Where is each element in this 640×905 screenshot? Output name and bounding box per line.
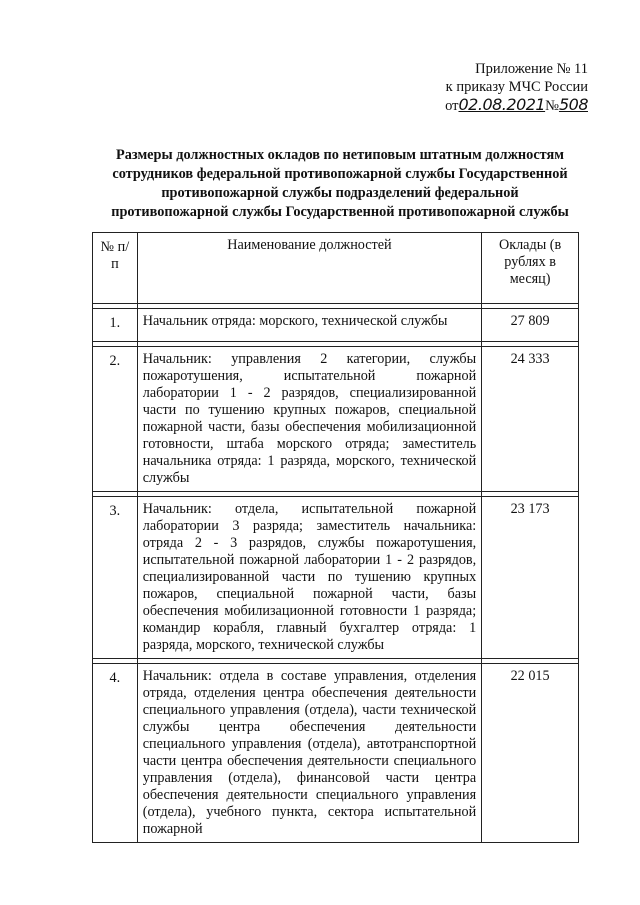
row-salary: 22 015 bbox=[482, 664, 579, 843]
title-line-4: противопожарной службы Государственной противопожарной службы bbox=[111, 204, 569, 220]
row-salary: 23 173 bbox=[482, 497, 579, 659]
title-line-1: Размеры должностных окладов по нетиповым штатным должностям bbox=[116, 147, 564, 163]
row-num: 1. bbox=[93, 309, 138, 342]
header-name: Наименование должностей bbox=[137, 233, 481, 304]
document-title bbox=[80, 146, 600, 222]
row-position: Начальник: отдела в составе управления, отделения отряда, отделения центра обеспечения деятельности специального управления (отдела), части технической службы центра обеспечения деятельности специального управления (отдела), автотранспортной части центра обеспечения деятельности специального управления (отдела), финансовой части центра обеспечения деятельности специального управления (отдела), учебного пункта, сектора испытательной пожарной bbox=[137, 664, 481, 843]
appendix-number: Приложение № 11 bbox=[475, 61, 588, 77]
header-num: № п/п bbox=[93, 233, 138, 304]
row-salary: 24 333 bbox=[482, 347, 579, 492]
title-line-2: сотрудников федеральной противопожарной службы Государственной bbox=[112, 166, 568, 182]
table-row bbox=[93, 347, 579, 492]
row-position: Начальник отряда: морского, технической службы bbox=[137, 309, 481, 342]
table-row bbox=[93, 664, 579, 843]
row-position: Начальник: управления 2 категории, службы пожаротушения, испытательной пожарной лаборатории 1 - 2 разрядов, специализированной части по тушению крупных пожаров, специальной пожарной части, базы обеспечения мобилизационной готовности, штаба морского отряда; заместитель начальника отряда: 1 разряда, морского, технической службы bbox=[137, 347, 481, 492]
order-reference: к приказу МЧС России bbox=[445, 79, 588, 95]
row-num: 4. bbox=[93, 664, 138, 843]
order-number: 508 bbox=[558, 95, 588, 114]
row-salary: 27 809 bbox=[482, 309, 579, 342]
salary-table bbox=[92, 232, 579, 843]
order-date-line bbox=[445, 96, 588, 115]
date-prefix: от bbox=[445, 98, 459, 114]
title-line-3: противопожарной службы подразделений федеральной bbox=[161, 185, 519, 201]
row-position: Начальник: отдела, испытательной пожарной лаборатории 3 разряда; заместитель начальника: отряда 2 - 3 разрядов, службы пожаротушения, испытательной пожарной лаборатории 1 - 2 разрядов, специализированной части по тушению крупных пожаров, специальной пожарной части, базы обеспечения мобилизационной готовности 1 разряда; командир корабля, главный бухгалтер отряда: 1 разряда, морского, технической службы bbox=[137, 497, 481, 659]
row-num: 2. bbox=[93, 347, 138, 492]
table-row bbox=[93, 497, 579, 659]
appendix-header bbox=[445, 60, 588, 115]
order-date: 02.08.2021 bbox=[458, 95, 546, 114]
table-header-row bbox=[93, 233, 579, 304]
number-prefix: № bbox=[545, 98, 559, 114]
row-num: 3. bbox=[93, 497, 138, 659]
header-salary: Оклады (в рублях в месяц) bbox=[482, 233, 579, 304]
table-row bbox=[93, 309, 579, 342]
